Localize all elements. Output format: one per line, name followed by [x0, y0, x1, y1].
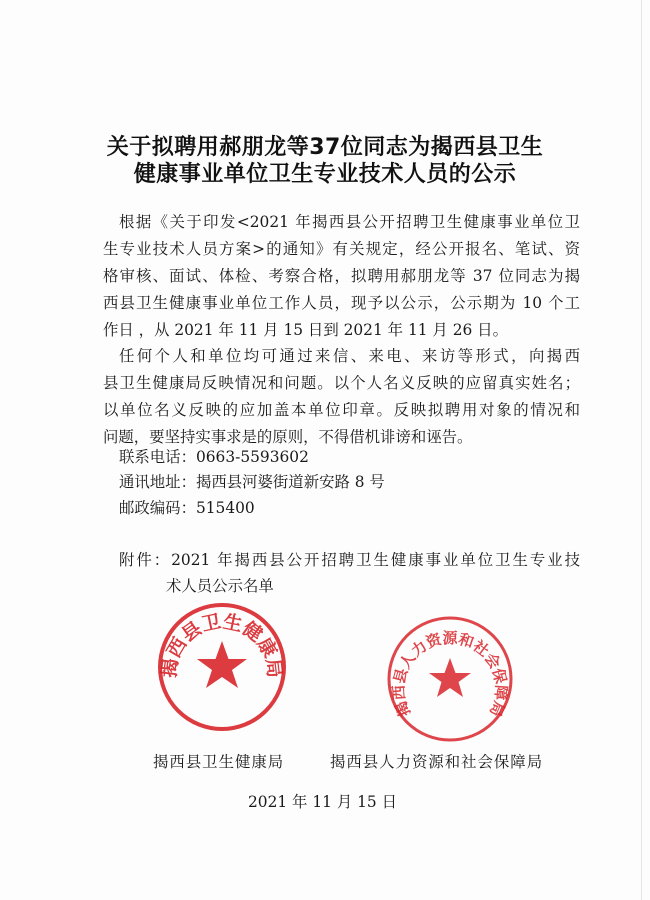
attachment-line: 附件：2021 年揭西县公开招聘卫生健康事业单位卫生专业技: [119, 551, 580, 569]
paragraph-1-line: 生专业技术人员方案>的通知》有关规定，经公开报名、笔试、资: [103, 240, 580, 258]
left-seal-text: 揭西县卫生健康局: [158, 610, 286, 679]
contact-phone: 联系电话：0663-5593602: [119, 448, 309, 466]
title-line-1: 关于拟聘用郝朋龙等37位同志为揭西县卫生: [106, 135, 544, 160]
title-line-2: 健康事业单位卫生专业技术人员的公示: [133, 162, 517, 187]
contact-postcode: 邮政编码：515400: [119, 499, 255, 517]
star-icon: [197, 641, 247, 688]
attachment-line: 术人员公示名单: [166, 577, 274, 595]
right-seal-text: 揭西县人力资源和社会保障局: [389, 629, 511, 720]
paragraph-2-line: 县卫生健康局反映情况和问题。以个人名义反映的应留真实姓名；: [103, 374, 580, 392]
left-official-seal: [156, 601, 288, 733]
contact-address: 通讯地址：揭西县河婆街道新安路 8 号: [119, 473, 385, 491]
paragraph-1-line: 根据《关于印发<2021 年揭西县公开招聘卫生健康事业单位卫: [119, 213, 580, 231]
paragraph-1-line: 作日 ，从 2021 年 11 月 15 日到 2021 年 11 月 26 日。: [103, 321, 508, 339]
signature-left: 揭西县卫生健康局: [153, 753, 285, 771]
star-icon: [429, 658, 471, 697]
paragraph-2-line: 以单位名义反映的应加盖本单位印章。反映拟聘用对象的情况和: [103, 401, 580, 419]
issue-date: 2021 年 11 月 15 日: [248, 793, 397, 811]
paragraph-2-line: 任何个人和单位均可通过来信、来电、来访等形式，向揭西: [119, 347, 580, 365]
signature-right: 揭西县人力资源和社会保障局: [330, 753, 544, 771]
paragraph-1-line: 西县卫生健康事业单位工作人员，现予以公示，公示期为 10 个工: [103, 294, 580, 312]
right-official-seal: [385, 614, 515, 744]
paragraph-1-line: 格审核、面试、体检、考察合格，拟聘用郝朋龙等 37 位同志为揭: [103, 267, 580, 285]
paragraph-2-line: 问题，要坚持实事求是的原则，不得借机诽谤和诬告。: [103, 428, 473, 446]
